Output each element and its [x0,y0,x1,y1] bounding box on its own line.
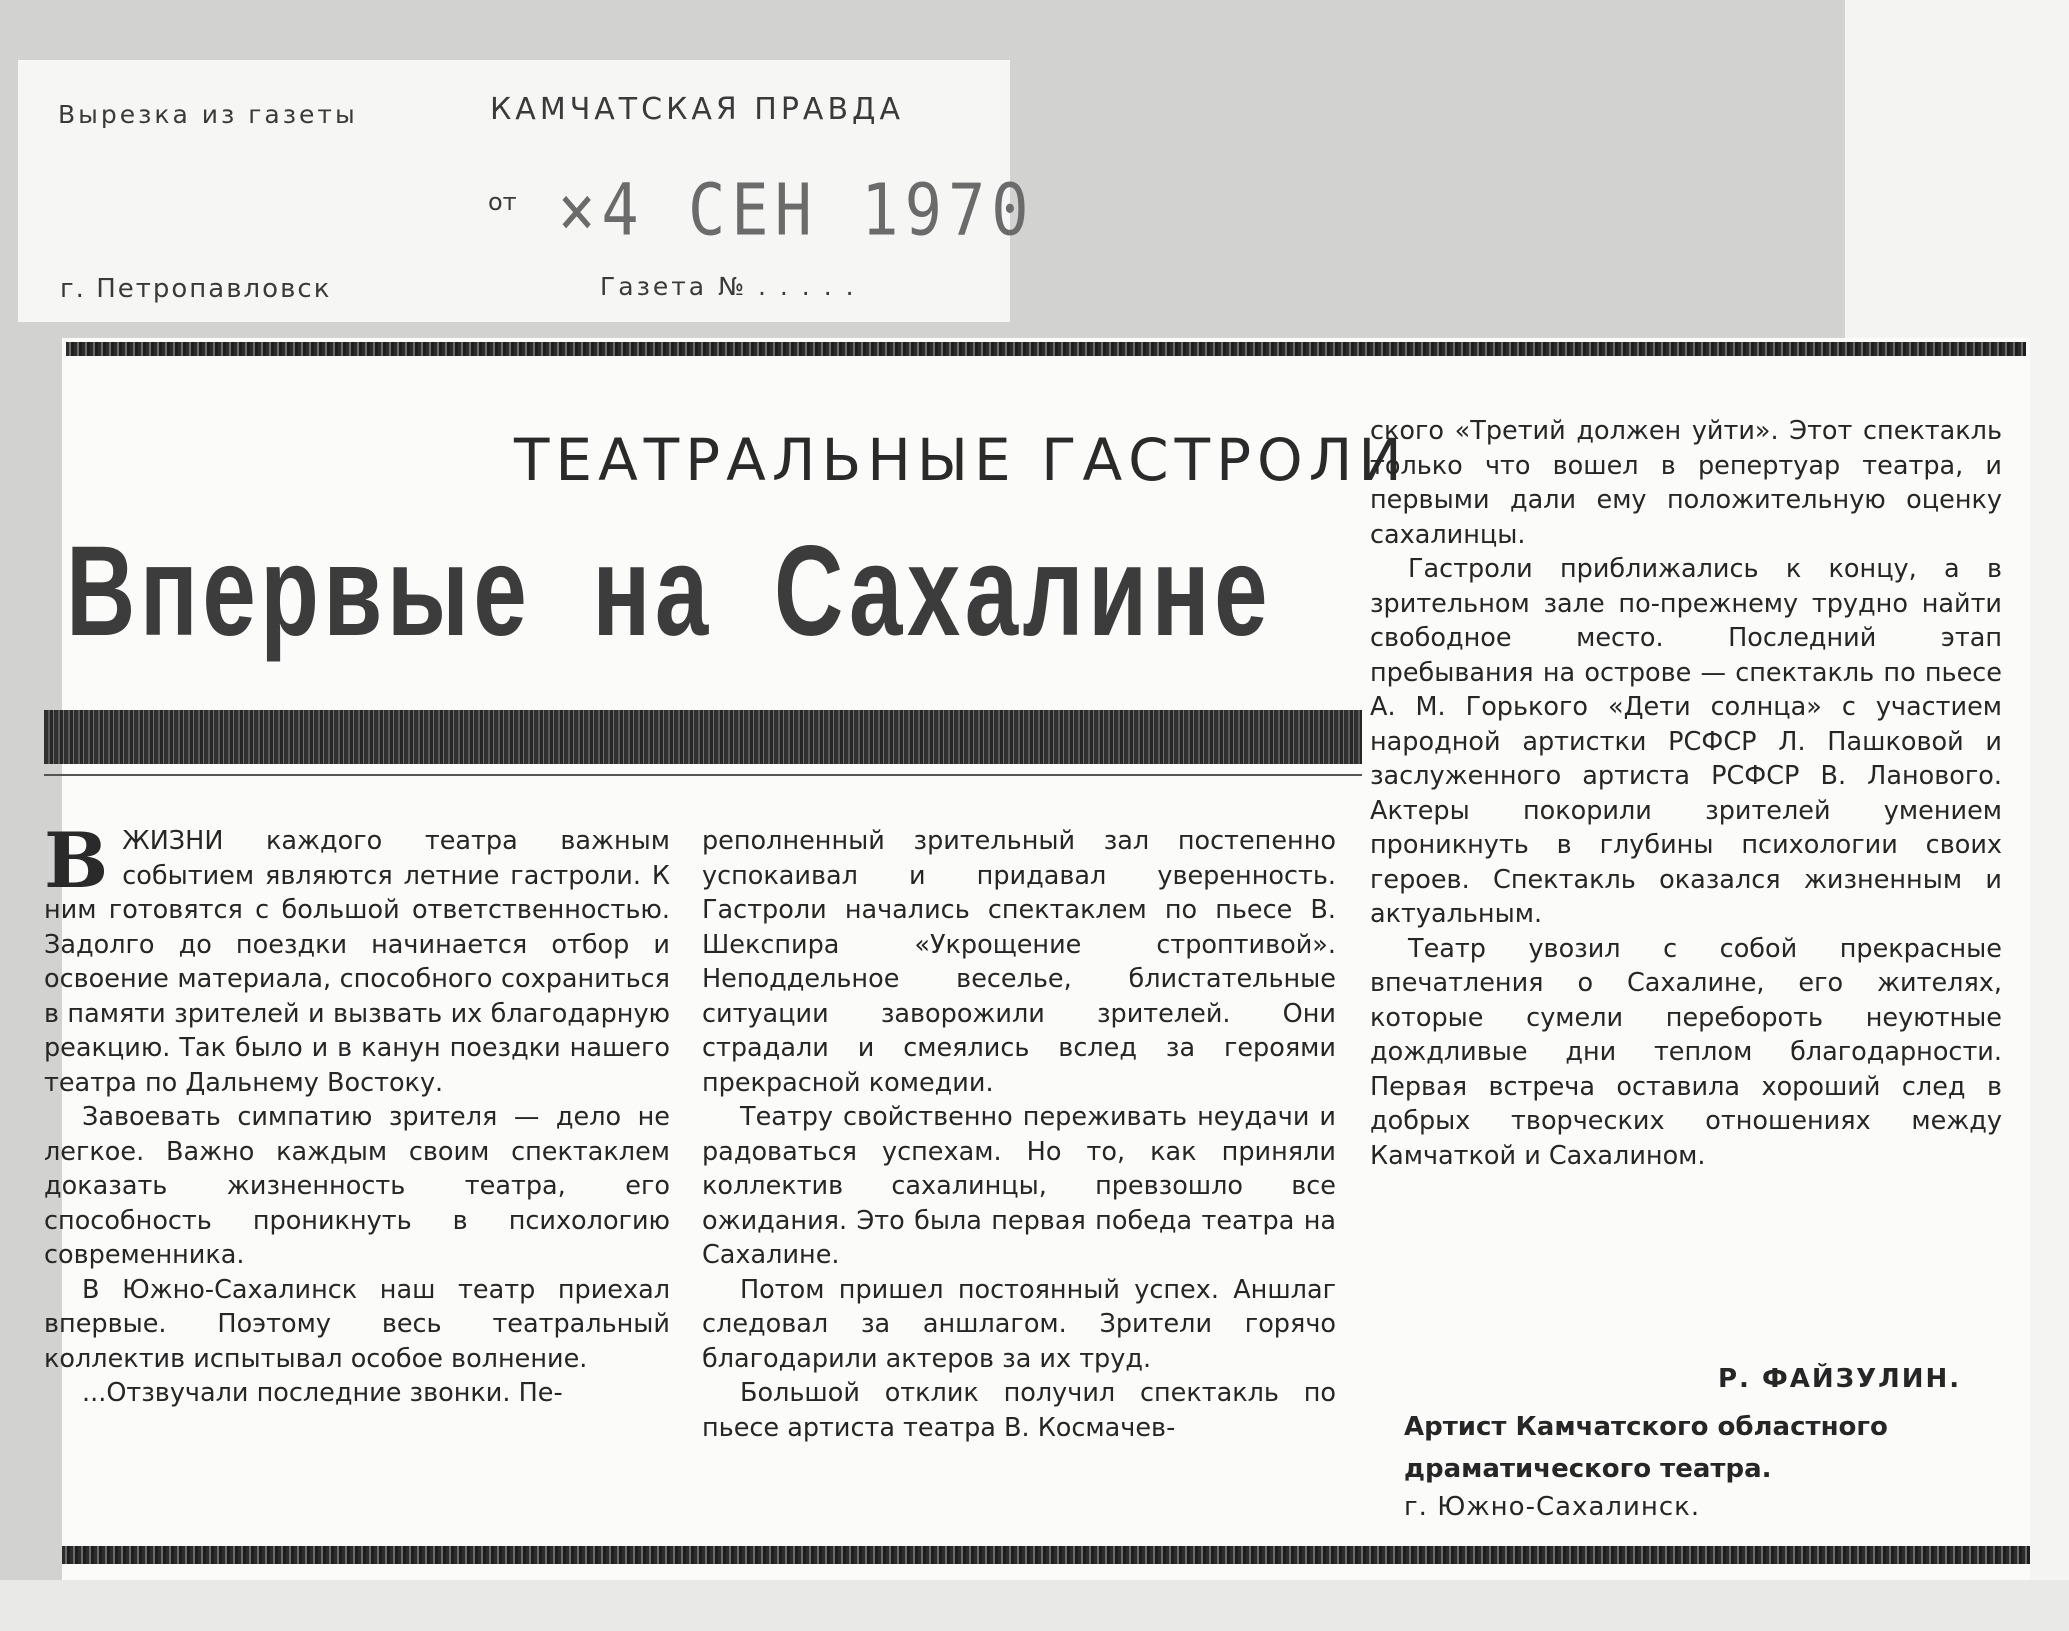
bottom-rule [62,1546,2030,1564]
column-1-paragraph-2: Завоевать симпатию зрителя — дело не легкое. Важно каждым своим спектаклем доказать жизненность театра, его способность проникнуть в психологию современника. [44,1102,670,1270]
column-2-paragraph-2: Театру свойственно переживать неудачи и радоваться успехам. Но то, как приняли коллектив сахалинцы, превзошло все ожидания. Это была первая победа театра на Сахалине. [702,1102,1336,1270]
background-bottom [0,1580,2069,1631]
column-1-paragraph-3: В Южно-Сахалинск наш театр приехал впервые. Поэтому весь театральный коллектив испытывал особое волнение. [44,1274,670,1374]
article-column-1 [44,816,670,1411]
column-2-paragraph-3: Потом пришел постоянный успех. Аншлаг следовал за аншлагом. Зрители горячо благодарили актеров за их труд. [702,1274,1336,1374]
author-city: г. Южно-Сахалинск. [1404,1492,1701,1522]
headline-rule-band [44,710,1362,764]
headline-thin-rule [44,774,1362,776]
column-1-paragraph-1 [44,816,670,1100]
author-role: Артист Камчатского областного драматического театра. [1404,1412,1888,1484]
label-newspaper-name: КАМЧАТСКАЯ ПРАВДА [490,92,904,127]
label-date-stamp: ×4 СЕН 1970 [558,168,1035,252]
newspaper-article [44,338,2030,1580]
article-column-2 [702,824,1336,1445]
column-1-paragraph-1-text: ЖИЗНИ каждого театра важным событием являются летние гастроли. К ним готовятся с большой ответственностью. Задолго до поездки начинается отбор и освоение материала, способного сохраниться в памяти зрителей и вызвать их благодарную реакцию. Так было и в канун поездки нашего театра по Дальнему Востоку. [44,826,670,1098]
author-name: Р. ФАЙЗУЛИН. [1718,1364,1962,1394]
column-3-paragraph-3: Театр увозил с собой прекрасные впечатления о Сахалине, его жителях, которые сумели перебороть неуютные дождливые дни теплом благодарности. Первая встреча оставила хороший след в добрых творческих отношениях между Камчаткой и Сахалином. [1370,933,2002,1171]
drop-cap: В [44,816,109,905]
article-headline: Впервые на Сахалине [66,520,1272,663]
label-cutting-from: Вырезка из газеты [58,100,358,129]
column-3-paragraph-2: Гастроли приближались к концу, а в зрительном зале по-прежнему трудно найти свободное место. Последний этап пребывания на острове — спектакль по пьесе А. М. Горького «Дети солнца» с участием народной артистки РСФСР Л. Пашковой и заслуженного артиста РСФСР В. Ланового. Актеры покорили зрителей умением проникнуть в глубины психологии своих героев. Спектакль оказался жизненным и актуальным. [1370,554,2002,929]
clipping-label [18,60,1035,322]
column-3-paragraph-1: ского «Третий должен уйти». Этот спектакль только что вошел в репертуар театра, и первыми дали ему положительную оценку сахалинцы. [1370,416,2002,550]
label-date-prefix: от [488,188,517,216]
label-issue-number: Газета № . . . . . [600,272,857,301]
top-rule [66,342,2026,356]
article-rubric: ТЕАТРАЛЬНЫЕ ГАСТРОЛИ [514,426,1408,494]
column-2-paragraph-4: Большой отклик получил спектакль по пьесе артиста театра В. Космачев- [702,1378,1336,1443]
label-city: г. Петропавловск [60,274,332,304]
article-column-3 [1370,414,2002,1173]
column-1-paragraph-4: ...Отзвучали последние звонки. Пе- [82,1378,563,1408]
column-2-paragraph-1: реполненный зрительный зал постепенно успокаивал и придавал уверенность. Гастроли начались спектаклем по пьесе В. Шекспира «Укрощение строптивой». Неподдельное веселье, блистательные ситуации заворожили зрителей. Они страдали и смеялись вслед за героями прекрасной комедии. [702,826,1336,1098]
